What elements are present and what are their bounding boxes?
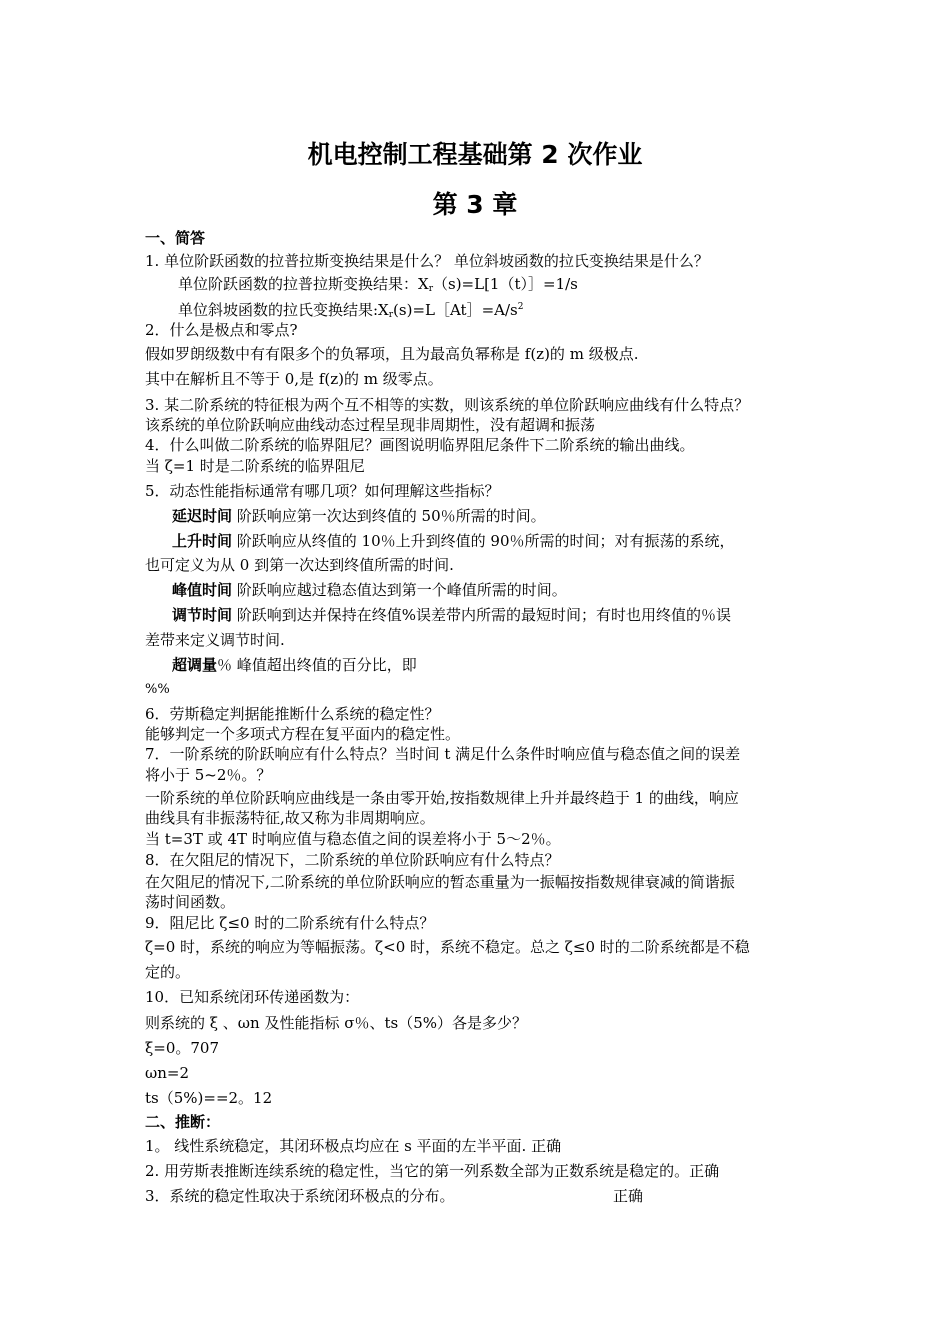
q10-question: 10．已知系统闭环传递函数为：: [145, 988, 360, 1006]
q7-answer-3: 当 t=3T 或 4T 时响应值与稳态值之间的误差将小于 5～2％。: [145, 830, 561, 848]
q1-answer-step: 单位阶跃函数的拉普拉斯变换结果：$X_r(s)=L[1(t)]=1/s$: [178, 275, 578, 294]
q9-answer-2: 定的。: [145, 963, 191, 981]
q10-question-cont: 则系统的 ξ 、ωn 及性能指标 σ％、ts（5%）各是多少？: [145, 1014, 527, 1032]
q5-rise-time-cont: 也可定义为从 0 到第一次达到终值所需的时间.: [145, 556, 454, 574]
q7-question: 7．一阶系统的阶跃响应有什么特点？当时间 t 满足什么条件时响应值与稳态值之间的误差: [145, 745, 741, 763]
q2-answer-1: 假如罗朗级数中有有限多个的负幂项，且为最高负幂称是 f(z)的 m 级极点.: [145, 345, 639, 363]
q5-peak-time: 峰值时间 阶跃响应越过稳态值达到第一个峰值所需的时间。: [172, 581, 567, 599]
judge-item-2: 2. 用劳斯表推断连续系统的稳定性，当它的第一列系数全部为正数系统是稳定的。正确: [145, 1162, 720, 1180]
section-heading-qa: 一、简答: [145, 229, 206, 247]
q7-question-cont: 将小于 5~2％。？: [145, 766, 272, 784]
q7-answer-2: 曲线具有非振荡特征,故又称为非周期响应。: [145, 809, 435, 827]
q2-question: 2．什么是极点和零点?: [145, 321, 298, 339]
q10-answer-ts: ts（5%)==2。12: [145, 1089, 273, 1107]
judge-item-3-answer: 正确: [613, 1187, 644, 1205]
judge-item-1: 1。 线性系统稳定，其闭环极点均应在 s 平面的左半平面. 正确: [145, 1137, 562, 1155]
q5-overshoot: 超调量％ 峰值超出终值的百分比，即: [172, 656, 417, 674]
q3-answer: 该系统的单位阶跃响应曲线动态过程呈现非周期性，没有超调和振荡: [145, 416, 596, 434]
q8-question: 8．在欠阻尼的情况下，二阶系统的单位阶跃响应有什么特点？: [145, 851, 560, 869]
q7-answer-1: 一阶系统的单位阶跃响应曲线是一条由零开始,按指数规律上升并最终趋于 1 的曲线，响应: [145, 789, 739, 807]
section-heading-judge: 二、推断：: [145, 1113, 221, 1131]
document-title: 机电控制工程基础第 2 次作业: [307, 140, 643, 169]
q4-question: 4．什么叫做二阶系统的临界阻尼？画图说明临界阻尼条件下二阶系统的输出曲线。: [145, 436, 695, 454]
q10-answer-xi: ξ=0。707: [145, 1039, 220, 1057]
q5-question: 5．动态性能指标通常有哪几项？如何理解这些指标？: [145, 482, 500, 500]
q9-question: 9．阻尼比 ζ≤0 时的二阶系统有什么特点？: [145, 914, 435, 932]
q8-answer-2: 荡时间函数。: [145, 893, 236, 911]
q5-settling-time: 调节时间 阶跃响到达并保持在终值%误差带内所需的最短时间；有时也用终值的％误: [172, 606, 732, 624]
q1-question: 1. 单位阶跃函数的拉普拉斯变换结果是什么？ 单位斜坡函数的拉氏变换结果是什么？: [145, 252, 709, 270]
q5-settling-time-cont: 差带来定义调节时间.: [145, 631, 285, 649]
q8-answer-1: 在欠阻尼的情况下,二阶系统的单位阶跃响应的暂态重量为一振幅按指数规律衰减的简谐振: [145, 873, 735, 891]
q5-rise-time: 上升时间 阶跃响应从终值的 10％上升到终值的 90％所需的时间；对有振荡的系统，: [172, 532, 735, 550]
q9-answer-1: ζ=0 时，系统的响应为等幅振荡。ζ<0 时，系统不稳定。总之 ζ≤0 时的二阶系统都是不稳: [145, 938, 750, 956]
q6-answer: 能够判定一个多项式方程在复平面内的稳定性。: [145, 725, 461, 743]
q3-question: 3. 某二阶系统的特征根为两个互不相等的实数，则该系统的单位阶跃响应曲线有什么特点？: [145, 396, 750, 414]
chapter-heading: 第 3 章: [432, 190, 518, 219]
q1-answer-ramp: 单位斜坡函数的拉氏变换结果$:X_r(s)=L[At]=A/s^2$: [178, 301, 524, 320]
q6-question: 6．劳斯稳定判据能推断什么系统的稳定性？: [145, 705, 440, 723]
judge-item-3: 3．系统的稳定性取决于系统闭环极点的分布。: [145, 1187, 455, 1205]
q5-delay-time: 延迟时间 阶跃响应第一次达到终值的 50％所需的时间。: [172, 507, 546, 525]
q5-percent-formula: %%: [145, 682, 170, 697]
q2-answer-2: 其中在解析且不等于 0,是 f(z)的 m 级零点。: [145, 370, 443, 388]
q4-answer: 当 ζ=1 时是二阶系统的临界阻尼: [145, 457, 365, 475]
q10-answer-wn: ωn=2: [145, 1064, 190, 1082]
